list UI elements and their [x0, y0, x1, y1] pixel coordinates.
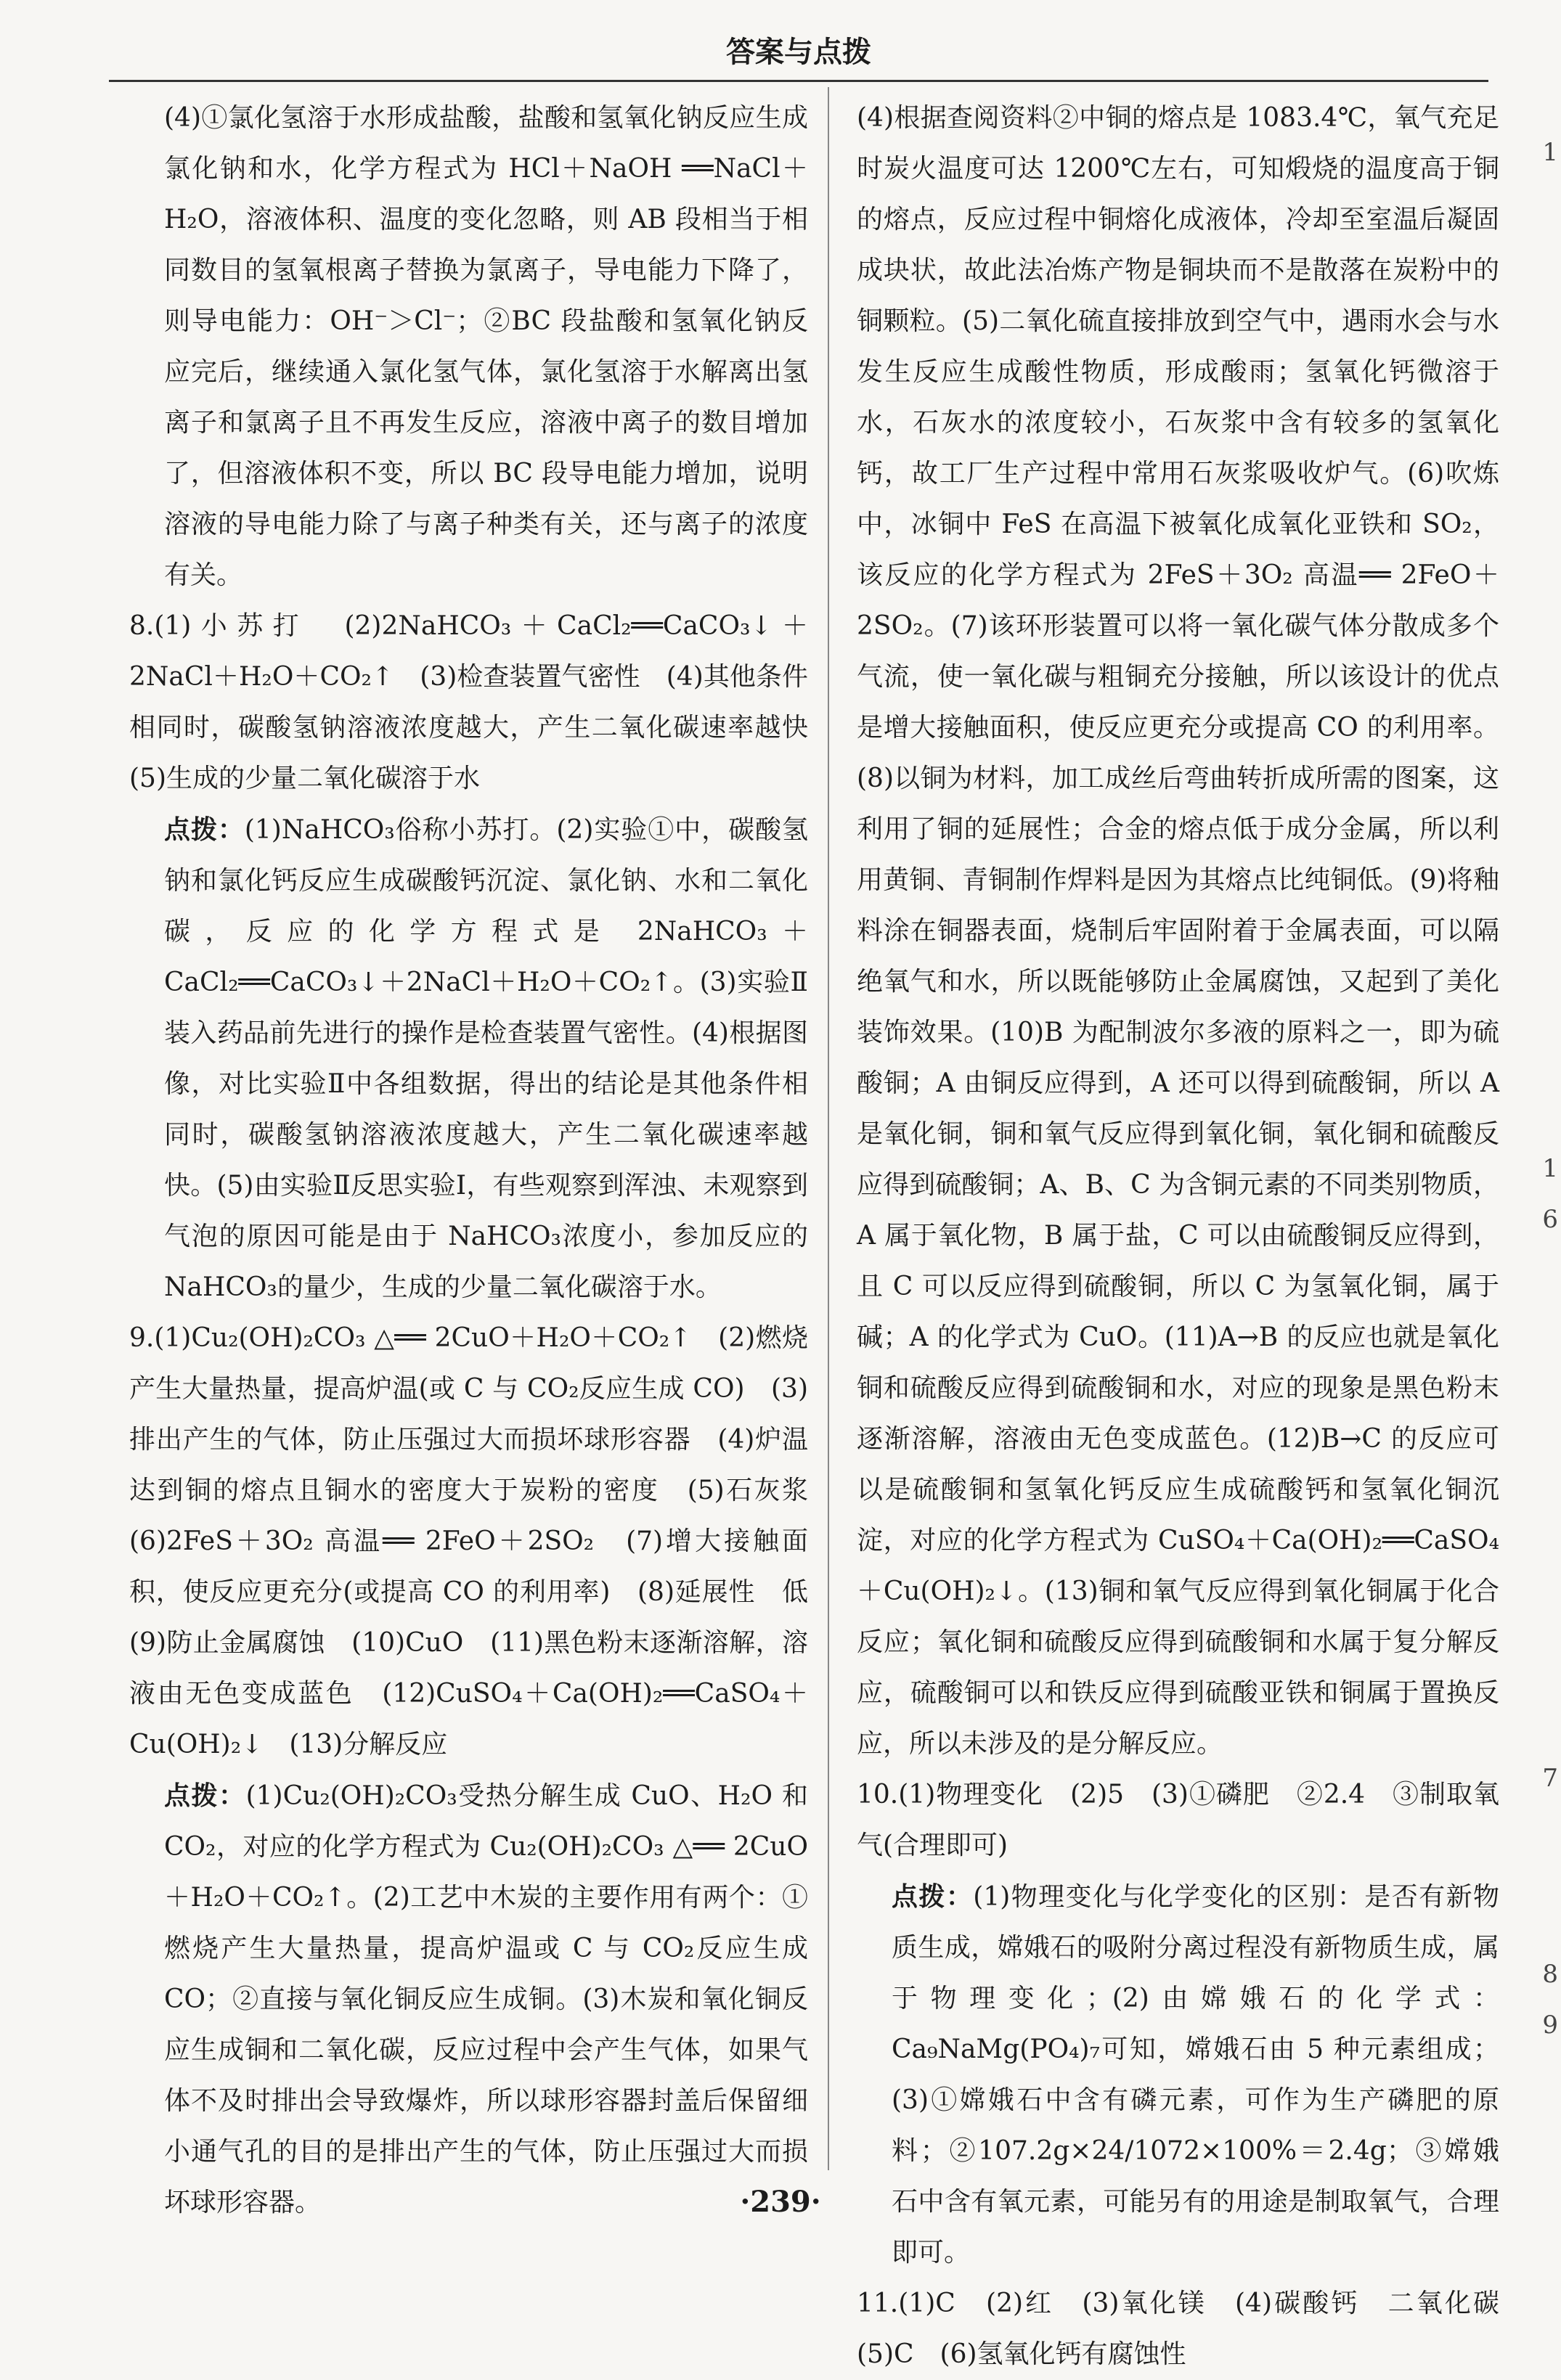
- edge-glyph: 1: [1542, 1154, 1558, 1183]
- answer-9: 9.(1)Cu₂(OH)₂CO₃ △══ 2CuO＋H₂O＋CO₂↑ (2)燃烧产生大量热量，提高炉温(或 C 与 CO₂反应生成 CO) (3)排出产生的气体，防止压强过大而损坏球形容器 (4)炉温达到铜的熔点且铜水的密度大于炭粉的密度 (5)石灰浆 (6)2FeS＋3O₂ 高温══ 2FeO＋2SO₂ (7)增大接触面积，使反应更充分(或提高 CO 的利用率) (8)延展性 低 (9)防止金属腐蚀 (10)CuO (11)黑色粉末逐渐溶解，溶液由无色变成蓝色 (12)CuSO₄＋Ca(OH)₂══CaSO₄＋Cu(OH)₂↓ (13)分解反应: [129, 1323, 835, 1759]
- edge-glyph: 1: [1542, 138, 1558, 167]
- explanation-text: (1)NaHCO₃俗称小苏打。(2)实验①中，碳酸氢钠和氯化钙反应生成碳酸钙沉淀、氯化钠、水和二氧化碳，反应的化学方程式是 2NaHCO₃＋CaCl₂══CaCO₃↓＋2NaCl＋H₂O＋CO₂↑。(3)实验Ⅱ装入药品前先进行的操作是检查装置气密性。(4)根据图像，对比实验Ⅱ中各组数据，得出的结论是其他条件相同时，碳酸氢钠溶液浓度越大，产生二氧化碳速率越快。(5)由实验Ⅱ反思实验Ⅰ，有些观察到浑浊、未观察到气泡的原因可能是由于 NaHCO₃浓度小，参加反应的 NaHCO₃的量少，生成的少量二氧化碳溶于水。: [164, 815, 808, 1302]
- header-rule: [109, 80, 1488, 82]
- edge-glyph: 9: [1542, 2011, 1558, 2040]
- answer-10: 10.(1)物理变化 (2)5 (3)①磷肥 ②2.4 ③制取氧气(合理即可): [857, 1780, 1499, 1860]
- left-column: [129, 93, 835, 2228]
- explanation-label: 点拨：: [164, 814, 245, 845]
- explanation-label: 点拨：: [892, 1881, 974, 1912]
- column-divider: [828, 87, 829, 2170]
- explanation-text: (1)Cu₂(OH)₂CO₃受热分解生成 CuO、H₂O 和 CO₂，对应的化学方程式为 Cu₂(OH)₂CO₃ △══ 2CuO＋H₂O＋CO₂↑。(2)工艺中木炭的主要作用有两个：①燃烧产生大量热量，提高炉温或 C 与 CO₂反应生成 CO；②直接与氧化铜反应生成铜。(3)木炭和氧化铜反应生成铜和二氧化碳，反应过程中会产生气体，如果气体不及时排出会导致爆炸，所以球形容器封盖后保留细小通气孔的目的是排出产生的气体，防止压强过大而损坏球形容器。: [164, 1781, 808, 2217]
- answer-7-continued: (4)①氯化氢溶于水形成盐酸，盐酸和氢氧化钠反应生成氯化钠和水，化学方程式为 HCl＋NaOH ══NaCl＋H₂O，溶液体积、温度的变化忽略，则 AB 段相当于相同数目的氢氧根离子替换为氯离子，导电能力下降了，则导电能力：OH⁻＞Cl⁻；②BC 段盐酸和氢氧化钠反应完后，继续通入氯化氢气体，氯化氢溶于水解离出氢离子和氯离子且不再发生反应，溶液中离子的数目增加了，但溶液体积不变，所以 BC 段导电能力增加，说明溶液的导电能力除了与离子种类有关，还与离子的浓度有关。: [164, 103, 808, 590]
- edge-glyph: 7: [1542, 1764, 1558, 1793]
- answer-11: 11.(1)C (2)红 (3)氧化镁 (4)碳酸钙 二氧化碳 (5)C (6)氢氧化钙有腐蚀性: [857, 2289, 1526, 2369]
- explanation-label: 点拨：: [164, 1780, 246, 1811]
- explanation-text: (1)物理变化与化学变化的区别：是否有新物质生成，嫦娥石的吸附分离过程没有新物质生成，属于物理变化；(2)由嫦娥石的化学式：Ca₉NaMg(PO₄)₇可知，嫦娥石由 5 种元素组成；(3)①嫦娥石中含有磷元素，可作为生产磷肥的原料；②107.2g×24/1072×100%＝2.4g；③嫦娥石中含有氧元素，可能另有的用途是制取氧气，合理即可。: [892, 1882, 1499, 2267]
- right-column: [857, 93, 1526, 2380]
- page-number: ·239·: [740, 2185, 821, 2219]
- edge-glyph: 6: [1542, 1205, 1558, 1234]
- answer-8: 8.(1)小苏打 (2)2NaHCO₃＋CaCl₂══CaCO₃↓＋2NaCl＋H₂O＋CO₂↑ (3)检查装置气密性 (4)其他条件相同时，碳酸氢钠溶液浓度越大，产生二氧化碳速率越快 (5)生成的少量二氧化碳溶于水: [129, 611, 835, 793]
- answer-8-explanation: [129, 804, 808, 1313]
- answer-9-explanation-continued: (4)根据查阅资料②中铜的熔点是 1083.4℃，氧气充足时炭火温度可达 1200℃左右，可知煅烧的温度高于铜的熔点，反应过程中铜熔化成液体，冷却至室温后凝固成块状，故此法冶炼产物是铜块而不是散落在炭粉中的铜颗粒。(5)二氧化硫直接排放到空气中，遇雨水会与水发生反应生成酸性物质，形成酸雨；氢氧化钙微溶于水，石灰水的浓度较小，石灰浆中含有较多的氢氧化钙，故工厂生产过程中常用石灰浆吸收炉气。(6)吹炼中，冰铜中 FeS 在高温下被氧化成氧化亚铁和 SO₂，该反应的化学方程式为 2FeS＋3O₂ 高温══ 2FeO＋2SO₂。(7)该环形装置可以将一氧化碳气体分散成多个气流，使一氧化碳与粗铜充分接触，所以该设计的优点是增大接触面积，使反应更充分或提高 CO 的利用率。(8)以铜为材料，加工成丝后弯曲转折成所需的图案，这利用了铜的延展性；合金的熔点低于成分金属，所以利用黄铜、青铜制作焊料是因为其熔点比纯铜低。(9)将釉料涂在铜器表面，烧制后牢固附着于金属表面，可以隔绝氧气和水，所以既能够防止金属腐蚀，又起到了美化装饰效果。(10)B 为配制波尔多液的原料之一，即为硫酸铜；A 由铜反应得到，A 还可以得到硫酸铜，所以 A 是氧化铜，铜和氧气反应得到氧化铜，氧化铜和硫酸反应得到硫酸铜；A、B、C 为含铜元素的不同类别物质，A 属于氧化物，B 属于盐，C 可以由硫酸铜反应得到，且 C 可以反应得到硫酸铜，所以 C 为氢氧化铜，属于碱；A 的化学式为 CuO。(11)A→B 的反应也就是氧化铜和硫酸反应得到硫酸铜和水，对应的现象是黑色粉末逐渐溶解，溶液由无色变成蓝色。(12)B→C 的反应可以是硫酸铜和氢氧化钙反应生成硫酸钙和氢氧化铜沉淀，对应的化学方程式为 CuSO₄＋Ca(OH)₂══CaSO₄＋Cu(OH)₂↓。(13)铜和氧气反应得到氧化铜属于化合反应；氧化铜和硫酸反应得到硫酸铜和水属于复分解反应，硫酸铜可以和铁反应得到硫酸亚铁和铜属于置换反应，所以未涉及的是分解反应。: [857, 103, 1499, 1759]
- answer-9-explanation: [129, 1770, 808, 2228]
- page-header: 答案与点拨: [726, 36, 871, 69]
- edge-glyph: 8: [1542, 1960, 1558, 1989]
